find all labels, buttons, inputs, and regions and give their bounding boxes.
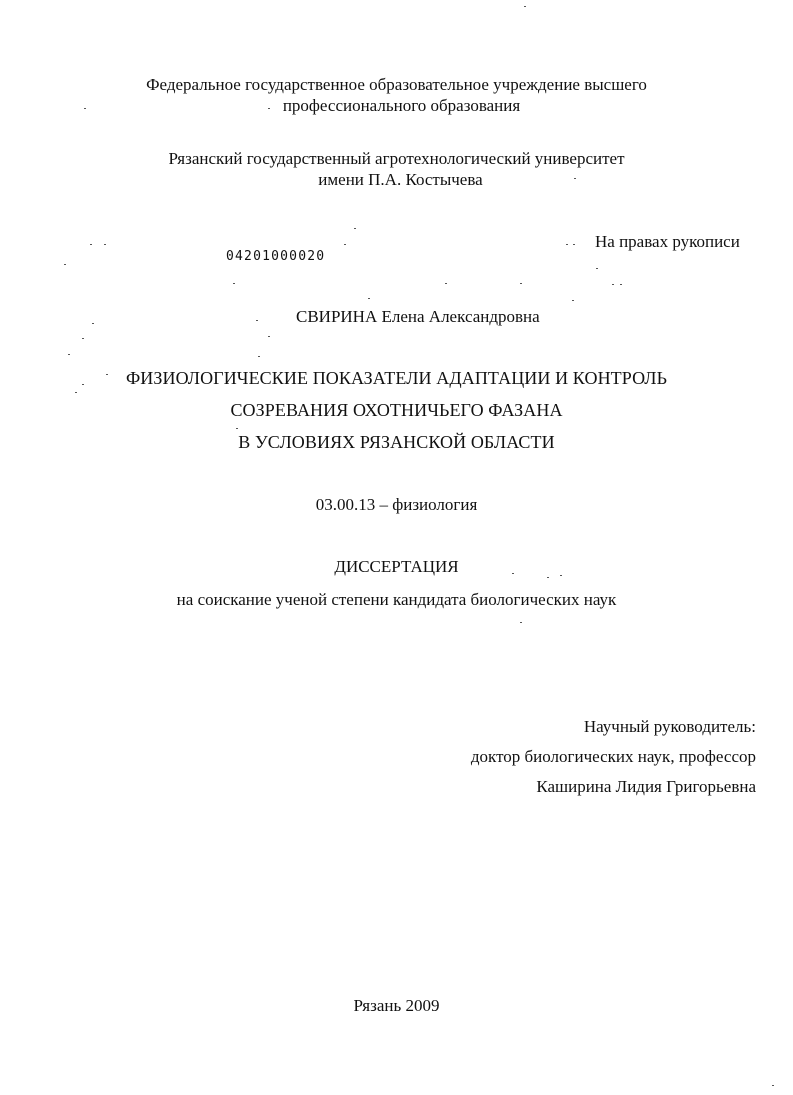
dissertation-title-line-1: ФИЗИОЛОГИЧЕСКИЕ ПОКАЗАТЕЛИ АДАПТАЦИИ И КОНТРОЛЬ bbox=[125, 368, 668, 388]
registration-code: 04201000020 bbox=[226, 249, 326, 264]
dissertation-label: ДИССЕРТАЦИЯ bbox=[334, 557, 459, 576]
institution-line-2: профессионального образования bbox=[282, 96, 521, 115]
author-name: СВИРИНА Елена Александровна bbox=[296, 307, 540, 326]
degree-purpose: на соискание ученой степени кандидата биологических наук bbox=[176, 590, 617, 609]
manuscript-note: На правах рукописи bbox=[595, 232, 740, 251]
supervisor-name: Каширина Лидия Григорьевна bbox=[536, 777, 756, 796]
university-line-2: имени П.А. Костычева bbox=[318, 170, 483, 189]
dissertation-title-line-3: В УСЛОВИЯХ РЯЗАНСКОЙ ОБЛАСТИ bbox=[238, 432, 555, 452]
supervisor-label: Научный руководитель: bbox=[583, 717, 756, 736]
city-year: Рязань 2009 bbox=[353, 996, 440, 1015]
supervisor-degree: доктор биологических наук, профессор bbox=[470, 747, 756, 766]
dissertation-title-line-2: СОЗРЕВАНИЯ ОХОТНИЧЬЕГО ФАЗАНА bbox=[230, 400, 563, 420]
university-line-1: Рязанский государственный агротехнологический университет bbox=[168, 149, 625, 168]
institution-line-1: Федеральное государственное образовательное учреждение высшего bbox=[146, 75, 647, 94]
specialty-code: 03.00.13 – физиология bbox=[315, 495, 478, 514]
